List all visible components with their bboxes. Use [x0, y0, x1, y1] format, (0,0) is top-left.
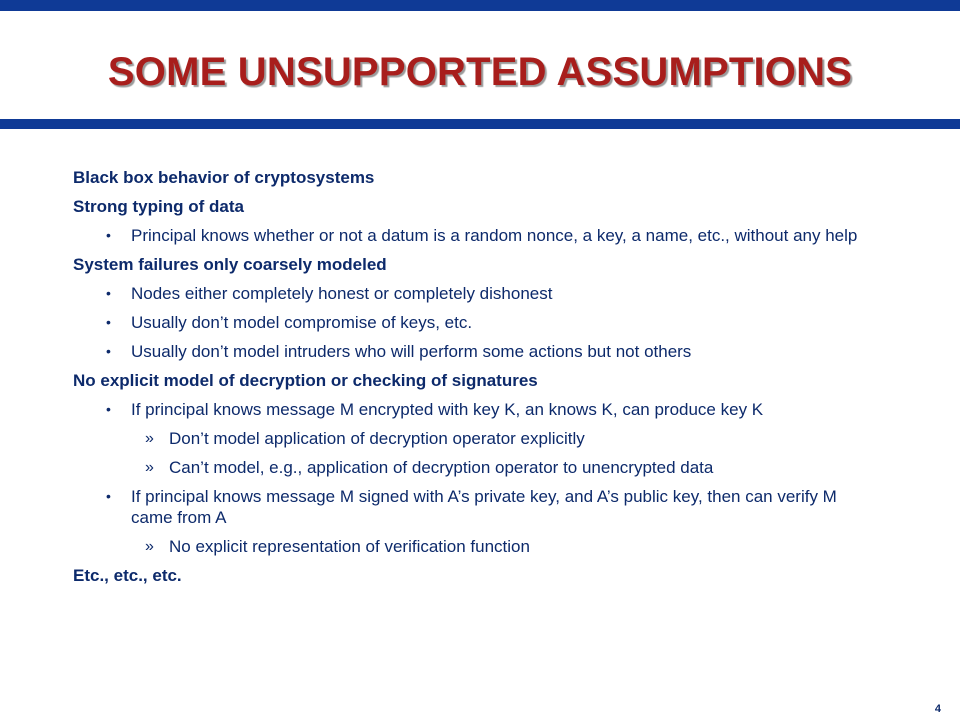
bullet-level3	[73, 428, 883, 449]
bullet-level1: No explicit model of decryption or checking of signatures	[73, 371, 538, 390]
bullet-marker: •	[106, 314, 111, 330]
sub-bullet-marker: »	[145, 459, 154, 476]
bullet-marker: •	[106, 227, 111, 243]
bullet-level2	[73, 225, 883, 246]
bullet-level2	[73, 399, 883, 420]
bullet-text: Don’t model application of decryption operator explicitly	[169, 429, 585, 448]
bullet-marker: •	[106, 488, 111, 504]
bullet-level2	[73, 312, 883, 333]
sub-bullet-marker: »	[145, 430, 154, 447]
slide-body	[73, 167, 883, 594]
bullet-level2	[73, 486, 883, 528]
top-rule	[0, 0, 960, 11]
bullet-text: No explicit representation of verification function	[169, 537, 530, 556]
bullet-text: Principal knows whether or not a datum is a random nonce, a key, a name, etc., without any help	[131, 226, 858, 245]
bullet-text: Nodes either completely honest or completely dishonest	[131, 284, 553, 303]
bullet-marker: •	[106, 343, 111, 359]
page-number: 4	[934, 703, 941, 715]
sub-bullet-marker: »	[145, 538, 154, 555]
bullet-text: Usually don’t model compromise of keys, etc.	[131, 313, 473, 332]
slide-title: SOME UNSUPPORTED ASSUMPTIONS	[107, 50, 853, 94]
bullet-level2	[73, 283, 883, 304]
bullet-text: If principal knows message M encrypted with key K, an knows K, can produce key K	[131, 400, 764, 419]
bullet-marker: •	[106, 285, 111, 301]
bullet-level3	[73, 536, 883, 557]
bullet-level1: Strong typing of data	[73, 197, 244, 216]
bullet-text: Usually don’t model intruders who will perform some actions but not others	[131, 342, 692, 361]
title-rule	[0, 119, 960, 129]
bullet-level1: Black box behavior of cryptosystems	[73, 168, 375, 187]
bullet-text: If principal knows message M signed with A’s private key, and A’s public key, then can verify M came from A	[131, 487, 837, 527]
bullet-level1: Etc., etc., etc.	[73, 566, 182, 585]
bullet-level3	[73, 457, 883, 478]
bullet-level1: System failures only coarsely modeled	[73, 255, 387, 274]
bullet-marker: •	[106, 401, 111, 417]
bullet-level2	[73, 341, 883, 362]
bullet-text: Can’t model, e.g., application of decryption operator to unencrypted data	[169, 458, 714, 477]
